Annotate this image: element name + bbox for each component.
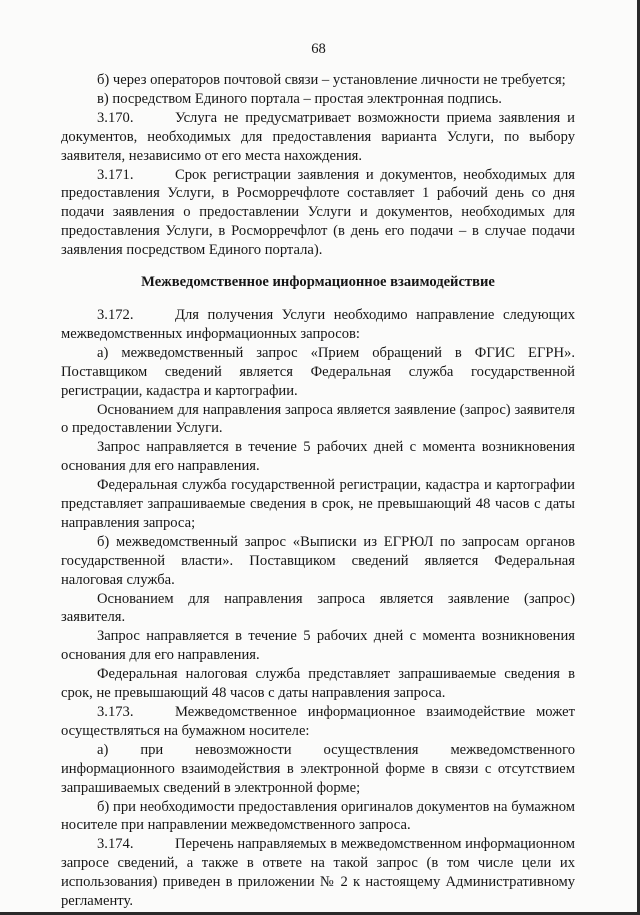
paragraph-number: 3.174. xyxy=(97,836,134,853)
paragraphs-after-heading xyxy=(61,306,575,911)
paragraph: Запрос направляется в течение 5 рабочих дней с момента возникновения основания для его направления. xyxy=(61,628,575,664)
paragraph: Федеральная служба государственной регистрации, кадастра и картографии представляет запрашиваемые сведения в срок, не превышающий 48 часов с даты направления запроса; xyxy=(61,477,575,531)
paragraph-number: 3.172. xyxy=(97,306,134,323)
paragraph: 3.171. Срок регистрации заявления и документов, необходимых для предоставления Услуги, в Росморречфлоте составляет 1 рабочий день со дня подачи заявления о предоставлении Услуги и документов, необходимых для предоставления Услуги, в Росморречфлот (в день его подачи – в случае подачи заявления посредством Единого портала). xyxy=(61,166,575,259)
paragraph: в) посредством Единого портала – простая электронная подпись. xyxy=(97,90,502,107)
page-number: 68 xyxy=(311,41,326,57)
paragraph: Основанием для направления запроса является заявление (запрос) заявителя. xyxy=(61,590,575,626)
paragraph: 3.173. Межведомственное информационное взаимодействие может осуществляться на бумажном носителе: xyxy=(61,704,575,739)
section-heading: Межведомственное информационное взаимодействие xyxy=(141,274,495,291)
paragraph: Федеральная налоговая служба представляет запрашиваемые сведения в срок, не превышающий 48 часов с даты направления запроса. xyxy=(61,666,575,702)
paragraph: а) межведомственный запрос «Прием обращений в ФГИС ЕГРН». Поставщиком сведений является Федеральная служба государственной регистрации, кадастра и картографии. xyxy=(61,344,575,399)
paragraph-number: 3.170. xyxy=(97,109,134,126)
paragraph: б) при необходимости предоставления оригиналов документов на бумажном носителе при направлении межведомственного запроса. xyxy=(61,798,575,834)
paragraph: б) межведомственный запрос «Выписки из ЕГРЮЛ по запросам органов государственной власти». Поставщиком сведений является Федеральная налоговая служба. xyxy=(61,533,575,588)
paragraph: б) через операторов почтовой связи – установление личности не требуется; xyxy=(97,72,566,88)
paragraph: 3.170. Услуга не предусматривает возможности приема заявления и документов, необходимых для предоставления варианта Услуги, по выбору заявителя, независимо от его места нахождения. xyxy=(61,109,575,164)
document-body xyxy=(61,71,575,911)
paragraph: а) при невозможности осуществления межведомственного информационного взаимодействия в электронной форме в связи с отсутствием запрашиваемых сведений в электронной форме; xyxy=(61,741,575,796)
paragraph: Запрос направляется в течение 5 рабочих дней с момента возникновения основания для его направления. xyxy=(61,439,575,475)
paragraph: 3.172. Для получения Услуги необходимо направление следующих межведомственных информационных запросов: xyxy=(61,306,575,342)
paragraphs-before-heading xyxy=(61,71,575,260)
paragraph-number: 3.171. xyxy=(97,166,134,183)
paragraph-number: 3.173. xyxy=(97,704,134,720)
paragraph: 3.174. Перечень направляемых в межведомственном информационном запросе сведений, а также в ответе на такой запрос (в том числе цели их использования) приведен в приложении № 2 к настоящему Административному регламенту. xyxy=(61,836,575,910)
paragraph: Основанием для направления запроса является заявление (запрос) заявителя о предоставлении Услуги. xyxy=(61,401,575,437)
